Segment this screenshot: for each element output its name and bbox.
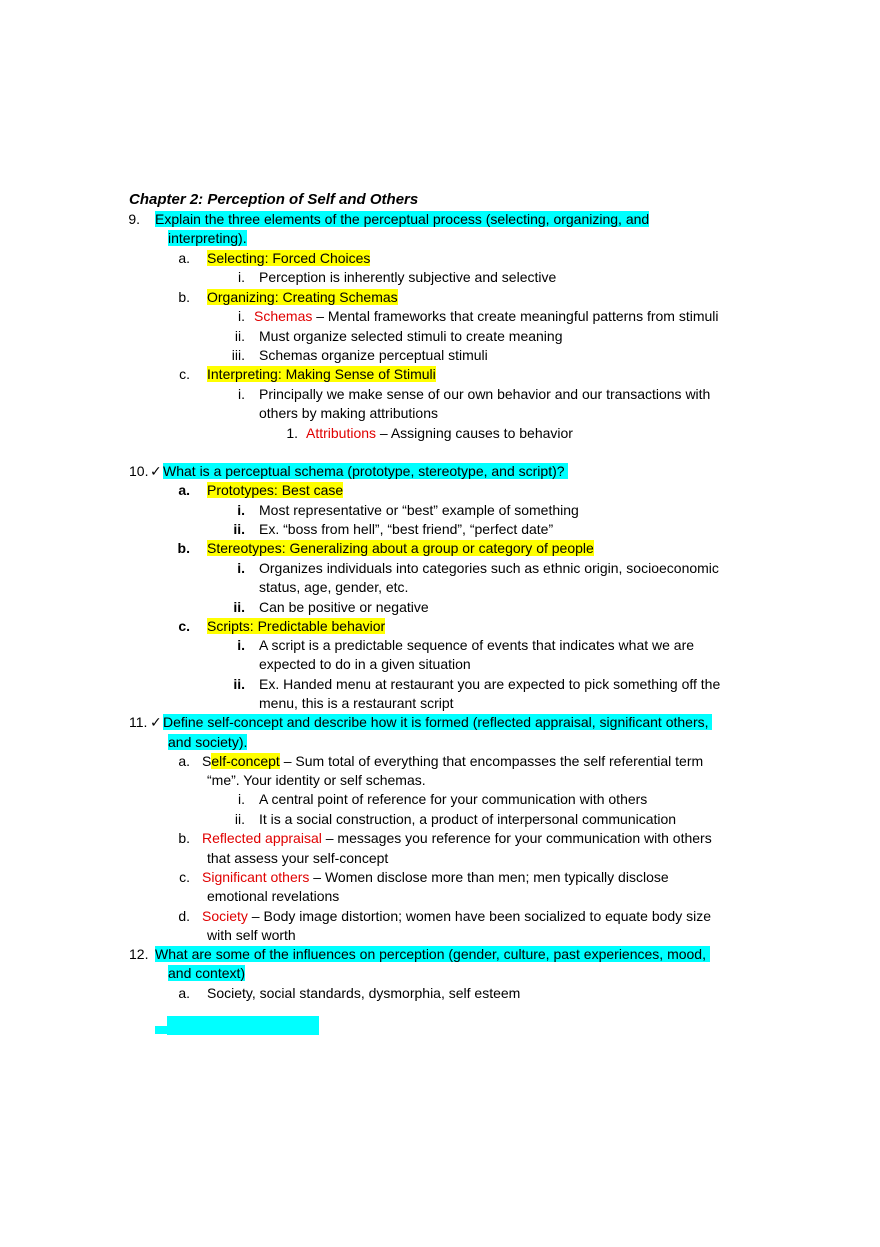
q9-c: Interpreting: Making Sense of Stimuli — [207, 366, 436, 382]
empty-highlight-line — [167, 1016, 319, 1035]
q9-c-marker: c. — [179, 366, 190, 382]
q10-c-i-line1: A script is a predictable sequence of events that indicates what we are — [259, 637, 695, 653]
q9-b-marker: b. — [178, 289, 190, 305]
q10-c: Scripts: Predictable behavior — [207, 618, 386, 634]
q10-b: Stereotypes: Generalizing about a group or category of people — [207, 540, 594, 556]
q10-b-i-line2: status, age, gender, etc. — [259, 579, 409, 595]
q10-a-ii-marker: ii. — [233, 521, 245, 537]
q11-c-line1: Significant others – Women disclose more than men; men typically disclose — [202, 869, 669, 885]
q11-question-line1: Define self-concept and describe how it is formed (reflected appraisal, significant others, — [163, 713, 712, 732]
q12-a: Society, social standards, dysmorphia, self esteem — [207, 985, 521, 1001]
q9-b-i: Schemas – Mental frameworks that create meaningful patterns from stimuli — [254, 308, 719, 324]
q11-a-ii-marker: ii. — [234, 811, 245, 827]
chapter-title: Chapter 2: Perception of Self and Others — [129, 191, 419, 208]
q10-a-i: Most representative or “best” example of something — [259, 502, 579, 518]
q9-number: 9. — [128, 211, 140, 227]
q9-a-marker: a. — [178, 250, 190, 266]
q10-a-ii: Ex. “boss from hell”, “best friend”, “perfect date” — [259, 521, 554, 537]
q10-a: Prototypes: Best case — [207, 482, 344, 498]
q9-c-i-1: Attributions – Assigning causes to behavior — [306, 425, 573, 441]
q9-b-ii-marker: ii. — [234, 328, 245, 344]
q11-d-marker: d. — [178, 908, 190, 924]
q9-b-iii: Schemas organize perceptual stimuli — [259, 347, 488, 363]
q11-b-marker: b. — [178, 830, 190, 846]
q10-b-ii: Can be positive or negative — [259, 599, 429, 615]
q9-b: Organizing: Creating Schemas — [207, 289, 398, 305]
q11-a-marker: a. — [178, 753, 190, 769]
q11-c-line2: emotional revelations — [207, 888, 340, 904]
q10-c-marker: c. — [178, 618, 190, 634]
q9-a: Selecting: Forced Choices — [207, 250, 371, 266]
q11-a-i-marker: i. — [238, 791, 245, 807]
q10-c-ii-line1: Ex. Handed menu at restaurant you are expected to pick something off the — [259, 676, 721, 692]
q10-checkmark-icon: ✓ — [150, 463, 162, 479]
q10-b-marker: b. — [177, 540, 190, 556]
q10-number: 10. — [129, 463, 149, 479]
q11-checkmark-icon: ✓ — [150, 714, 162, 730]
q10-c-ii-marker: ii. — [233, 676, 245, 692]
q12-question-line1: What are some of the influences on perception (gender, culture, past experiences, mood, — [155, 945, 710, 964]
q10-c-i-line2: expected to do in a given situation — [259, 656, 471, 672]
q12-a-marker: a. — [178, 985, 190, 1001]
q10-a-marker: a. — [178, 482, 190, 498]
q11-d-line1: Society – Body image distortion; women have been socialized to equate body size — [202, 908, 711, 924]
q9-b-ii: Must organize selected stimuli to create meaning — [259, 328, 563, 344]
q9-question-line1: Explain the three elements of the perceptual process (selecting, organizing, and — [155, 211, 650, 227]
q10-c-i-marker: i. — [237, 637, 245, 653]
q11-d-line2: with self worth — [207, 927, 296, 943]
q10-a-i-marker: i. — [237, 502, 245, 518]
q9-b-i-marker: i. — [238, 308, 245, 324]
q11-b-line2: that assess your self-concept — [207, 850, 389, 866]
q11-a-ii: It is a social construction, a product of interpersonal communication — [259, 811, 677, 827]
q9-c-i-line1: Principally we make sense of our own behavior and our transactions with — [259, 386, 711, 402]
q9-c-i-1-marker: 1. — [286, 425, 298, 441]
q11-question-line2: and society). — [168, 734, 248, 750]
q9-c-i-marker: i. — [238, 386, 245, 402]
q11-number: 11. — [129, 714, 148, 730]
q10-question: What is a perceptual schema (prototype, stereotype, and script)? — [163, 462, 568, 481]
q9-a-i-marker: i. — [238, 269, 245, 285]
q11-c-marker: c. — [179, 869, 190, 885]
q9-question-line2: interpreting). — [168, 230, 247, 246]
q10-b-i-line1: Organizes individuals into categories such as ethnic origin, socioeconomic — [259, 560, 719, 576]
q10-b-i-marker: i. — [237, 560, 245, 576]
q9-a-i: Perception is inherently subjective and selective — [259, 269, 557, 285]
q12-number: 12. — [129, 946, 149, 962]
empty-highlight-stub — [155, 1026, 167, 1034]
q9-b-iii-marker: iii. — [231, 347, 245, 363]
q12-question-line2: and context) — [168, 965, 246, 981]
q11-a-line2: “me”. Your identity or self schemas. — [207, 772, 426, 788]
q11-a-i: A central point of reference for your communication with others — [259, 791, 648, 807]
q9-c-i-line2: others by making attributions — [259, 405, 438, 421]
q11-a-line1: Self-concept – Sum total of everything that encompasses the self referential term — [202, 753, 704, 769]
q10-b-ii-marker: ii. — [233, 599, 245, 615]
q10-c-ii-line2: menu, this is a restaurant script — [259, 695, 454, 711]
q11-b-line1: Reflected appraisal – messages you reference for your communication with others — [202, 830, 712, 846]
